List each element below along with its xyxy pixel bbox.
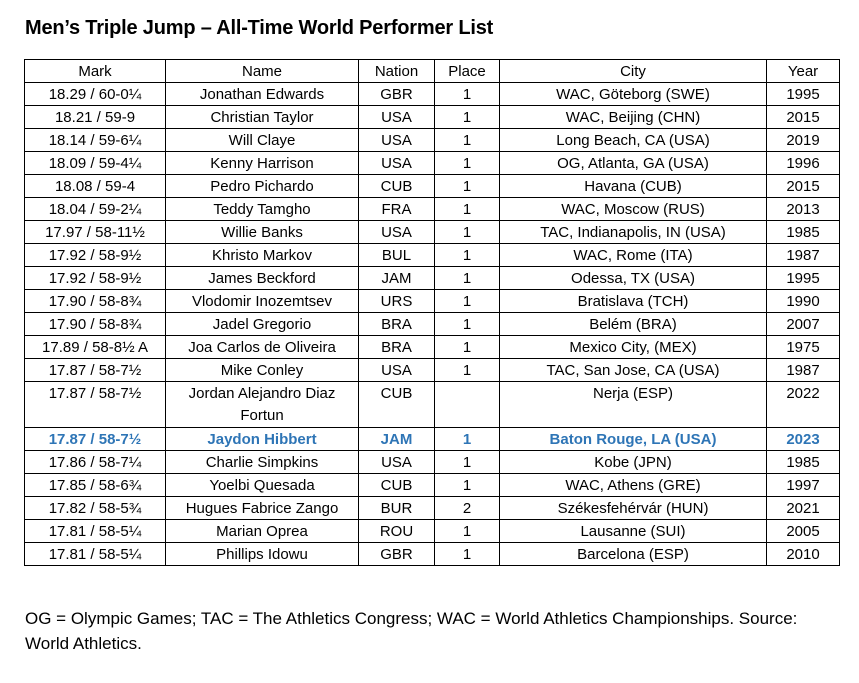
table-row xyxy=(25,106,840,129)
cell-place: 1 xyxy=(435,221,500,244)
cell-name: Khristo Markov xyxy=(166,244,359,267)
cell-name: Mike Conley xyxy=(166,359,359,382)
cell-mark: 17.85 / 58-6¾ xyxy=(25,474,166,497)
cell-place: 1 xyxy=(435,290,500,313)
table-row xyxy=(25,267,840,290)
cell-mark: 17.81 / 58-5¼ xyxy=(25,543,166,566)
cell-mark: 18.08 / 59-4 xyxy=(25,175,166,198)
cell-name: Christian Taylor xyxy=(166,106,359,129)
cell-name: Kenny Harrison xyxy=(166,152,359,175)
table-row xyxy=(25,451,840,474)
cell-name: Joa Carlos de Oliveira xyxy=(166,336,359,359)
cell-name: Hugues Fabrice Zango xyxy=(166,497,359,520)
cell-mark: 17.86 / 58-7¼ xyxy=(25,451,166,474)
cell-name: Yoelbi Quesada xyxy=(166,474,359,497)
cell-year: 1985 xyxy=(767,451,840,474)
cell-nation: CUB xyxy=(359,175,435,198)
cell-city: WAC, Moscow (RUS) xyxy=(500,198,767,221)
table-row-highlighted xyxy=(25,428,840,451)
cell-nation: URS xyxy=(359,290,435,313)
cell-place: 2 xyxy=(435,497,500,520)
cell-name: Teddy Tamgho xyxy=(166,198,359,221)
cell-city: Lausanne (SUI) xyxy=(500,520,767,543)
cell-name: Jonathan Edwards xyxy=(166,83,359,106)
cell-year: 2023 xyxy=(767,428,840,451)
cell-nation: BRA xyxy=(359,336,435,359)
table-row xyxy=(25,543,840,566)
cell-place: 1 xyxy=(435,106,500,129)
table-row xyxy=(25,520,840,543)
cell-year: 1985 xyxy=(767,221,840,244)
cell-nation: USA xyxy=(359,451,435,474)
cell-name: Vlodomir Inozemtsev xyxy=(166,290,359,313)
cell-nation: BRA xyxy=(359,313,435,336)
cell-year: 1995 xyxy=(767,267,840,290)
cell-city: Barcelona (ESP) xyxy=(500,543,767,566)
cell-mark: 17.89 / 58-8½ A xyxy=(25,336,166,359)
cell-place: 1 xyxy=(435,175,500,198)
table-row xyxy=(25,497,840,520)
cell-nation: CUB xyxy=(359,474,435,497)
cell-year: 2013 xyxy=(767,198,840,221)
cell-nation: ROU xyxy=(359,520,435,543)
table-row xyxy=(25,474,840,497)
cell-place: 1 xyxy=(435,129,500,152)
cell-name: Jadel Gregorio xyxy=(166,313,359,336)
cell-city: OG, Atlanta, GA (USA) xyxy=(500,152,767,175)
cell-nation: USA xyxy=(359,106,435,129)
cell-mark: 18.21 / 59-9 xyxy=(25,106,166,129)
cell-place: 1 xyxy=(435,244,500,267)
cell-year: 2015 xyxy=(767,106,840,129)
table-row xyxy=(25,129,840,152)
cell-city: Havana (CUB) xyxy=(500,175,767,198)
cell-mark: 17.87 / 58-7½ xyxy=(25,428,166,451)
cell-mark: 18.14 / 59-6¼ xyxy=(25,129,166,152)
cell-mark: 17.87 / 58-7½ xyxy=(25,359,166,382)
table-row xyxy=(25,359,840,382)
table-row xyxy=(25,175,840,198)
cell-nation: USA xyxy=(359,359,435,382)
cell-place: 1 xyxy=(435,152,500,175)
cell-place: 1 xyxy=(435,474,500,497)
cell-nation: USA xyxy=(359,129,435,152)
cell-nation: JAM xyxy=(359,428,435,451)
cell-nation: GBR xyxy=(359,83,435,106)
cell-year: 2007 xyxy=(767,313,840,336)
cell-name: Jaydon Hibbert xyxy=(166,428,359,451)
cell-nation: USA xyxy=(359,221,435,244)
column-header-year: Year xyxy=(767,60,840,83)
table-header-row xyxy=(25,60,840,83)
cell-place: 1 xyxy=(435,198,500,221)
cell-place: 1 xyxy=(435,313,500,336)
cell-year: 1987 xyxy=(767,244,840,267)
cell-place: 1 xyxy=(435,359,500,382)
cell-name: Pedro Pichardo xyxy=(166,175,359,198)
cell-mark: 17.92 / 58-9½ xyxy=(25,267,166,290)
column-header-place: Place xyxy=(435,60,500,83)
table-row xyxy=(25,313,840,336)
cell-city: Székesfehérvár (HUN) xyxy=(500,497,767,520)
cell-city: Baton Rouge, LA (USA) xyxy=(500,428,767,451)
cell-city: TAC, San Jose, CA (USA) xyxy=(500,359,767,382)
cell-place: 1 xyxy=(435,336,500,359)
cell-mark: 17.92 / 58-9½ xyxy=(25,244,166,267)
cell-mark: 17.81 / 58-5¼ xyxy=(25,520,166,543)
cell-mark: 18.09 / 59-4¼ xyxy=(25,152,166,175)
table-row xyxy=(25,152,840,175)
cell-year: 1996 xyxy=(767,152,840,175)
column-header-mark: Mark xyxy=(25,60,166,83)
cell-mark: 17.90 / 58-8¾ xyxy=(25,290,166,313)
cell-nation: FRA xyxy=(359,198,435,221)
cell-nation: JAM xyxy=(359,267,435,290)
cell-place: 1 xyxy=(435,451,500,474)
cell-name: Jordan Alejandro Diaz Fortun xyxy=(166,382,359,428)
cell-mark: 17.90 / 58-8¾ xyxy=(25,313,166,336)
cell-city: WAC, Beijing (CHN) xyxy=(500,106,767,129)
table-row xyxy=(25,336,840,359)
cell-year: 1987 xyxy=(767,359,840,382)
cell-year: 2022 xyxy=(767,382,840,428)
cell-city: Belém (BRA) xyxy=(500,313,767,336)
table-row xyxy=(25,244,840,267)
cell-name: Will Claye xyxy=(166,129,359,152)
cell-city: Mexico City, (MEX) xyxy=(500,336,767,359)
cell-place: 1 xyxy=(435,428,500,451)
cell-name: James Beckford xyxy=(166,267,359,290)
cell-city: WAC, Göteborg (SWE) xyxy=(500,83,767,106)
cell-name: Marian Oprea xyxy=(166,520,359,543)
performer-table xyxy=(24,59,840,566)
cell-place: 1 xyxy=(435,543,500,566)
cell-mark: 17.82 / 58-5¾ xyxy=(25,497,166,520)
cell-year: 1995 xyxy=(767,83,840,106)
cell-city: WAC, Rome (ITA) xyxy=(500,244,767,267)
cell-mark: 18.29 / 60-0¼ xyxy=(25,83,166,106)
cell-year: 2015 xyxy=(767,175,840,198)
cell-year: 2019 xyxy=(767,129,840,152)
cell-place: 1 xyxy=(435,520,500,543)
cell-year: 1990 xyxy=(767,290,840,313)
page-title: Men’s Triple Jump – All-Time World Performer List xyxy=(25,17,494,39)
cell-year: 2005 xyxy=(767,520,840,543)
table-row xyxy=(25,382,840,428)
table-row xyxy=(25,221,840,244)
cell-city: WAC, Athens (GRE) xyxy=(500,474,767,497)
cell-city: TAC, Indianapolis, IN (USA) xyxy=(500,221,767,244)
cell-city: Bratislava (TCH) xyxy=(500,290,767,313)
cell-nation: BUL xyxy=(359,244,435,267)
cell-mark: 17.97 / 58-11½ xyxy=(25,221,166,244)
cell-nation: USA xyxy=(359,152,435,175)
cell-name: Charlie Simpkins xyxy=(166,451,359,474)
cell-nation: CUB xyxy=(359,382,435,428)
table-row xyxy=(25,198,840,221)
cell-place xyxy=(435,382,500,428)
cell-name: Willie Banks xyxy=(166,221,359,244)
column-header-city: City xyxy=(500,60,767,83)
cell-year: 2010 xyxy=(767,543,840,566)
cell-nation: GBR xyxy=(359,543,435,566)
cell-year: 2021 xyxy=(767,497,840,520)
cell-city: Kobe (JPN) xyxy=(500,451,767,474)
cell-year: 1975 xyxy=(767,336,840,359)
cell-year: 1997 xyxy=(767,474,840,497)
column-header-name: Name xyxy=(166,60,359,83)
cell-nation: BUR xyxy=(359,497,435,520)
cell-city: Odessa, TX (USA) xyxy=(500,267,767,290)
cell-mark: 17.87 / 58-7½ xyxy=(25,382,166,428)
cell-mark: 18.04 / 59-2¼ xyxy=(25,198,166,221)
table-row xyxy=(25,83,840,106)
cell-place: 1 xyxy=(435,83,500,106)
cell-name: Phillips Idowu xyxy=(166,543,359,566)
table-row xyxy=(25,290,840,313)
footnote: OG = Olympic Games; TAC = The Athletics Congress; WAC = World Athletics Championships. Source: World Athletics. xyxy=(25,609,798,653)
cell-city: Long Beach, CA (USA) xyxy=(500,129,767,152)
cell-city: Nerja (ESP) xyxy=(500,382,767,428)
column-header-nation: Nation xyxy=(359,60,435,83)
cell-place: 1 xyxy=(435,267,500,290)
